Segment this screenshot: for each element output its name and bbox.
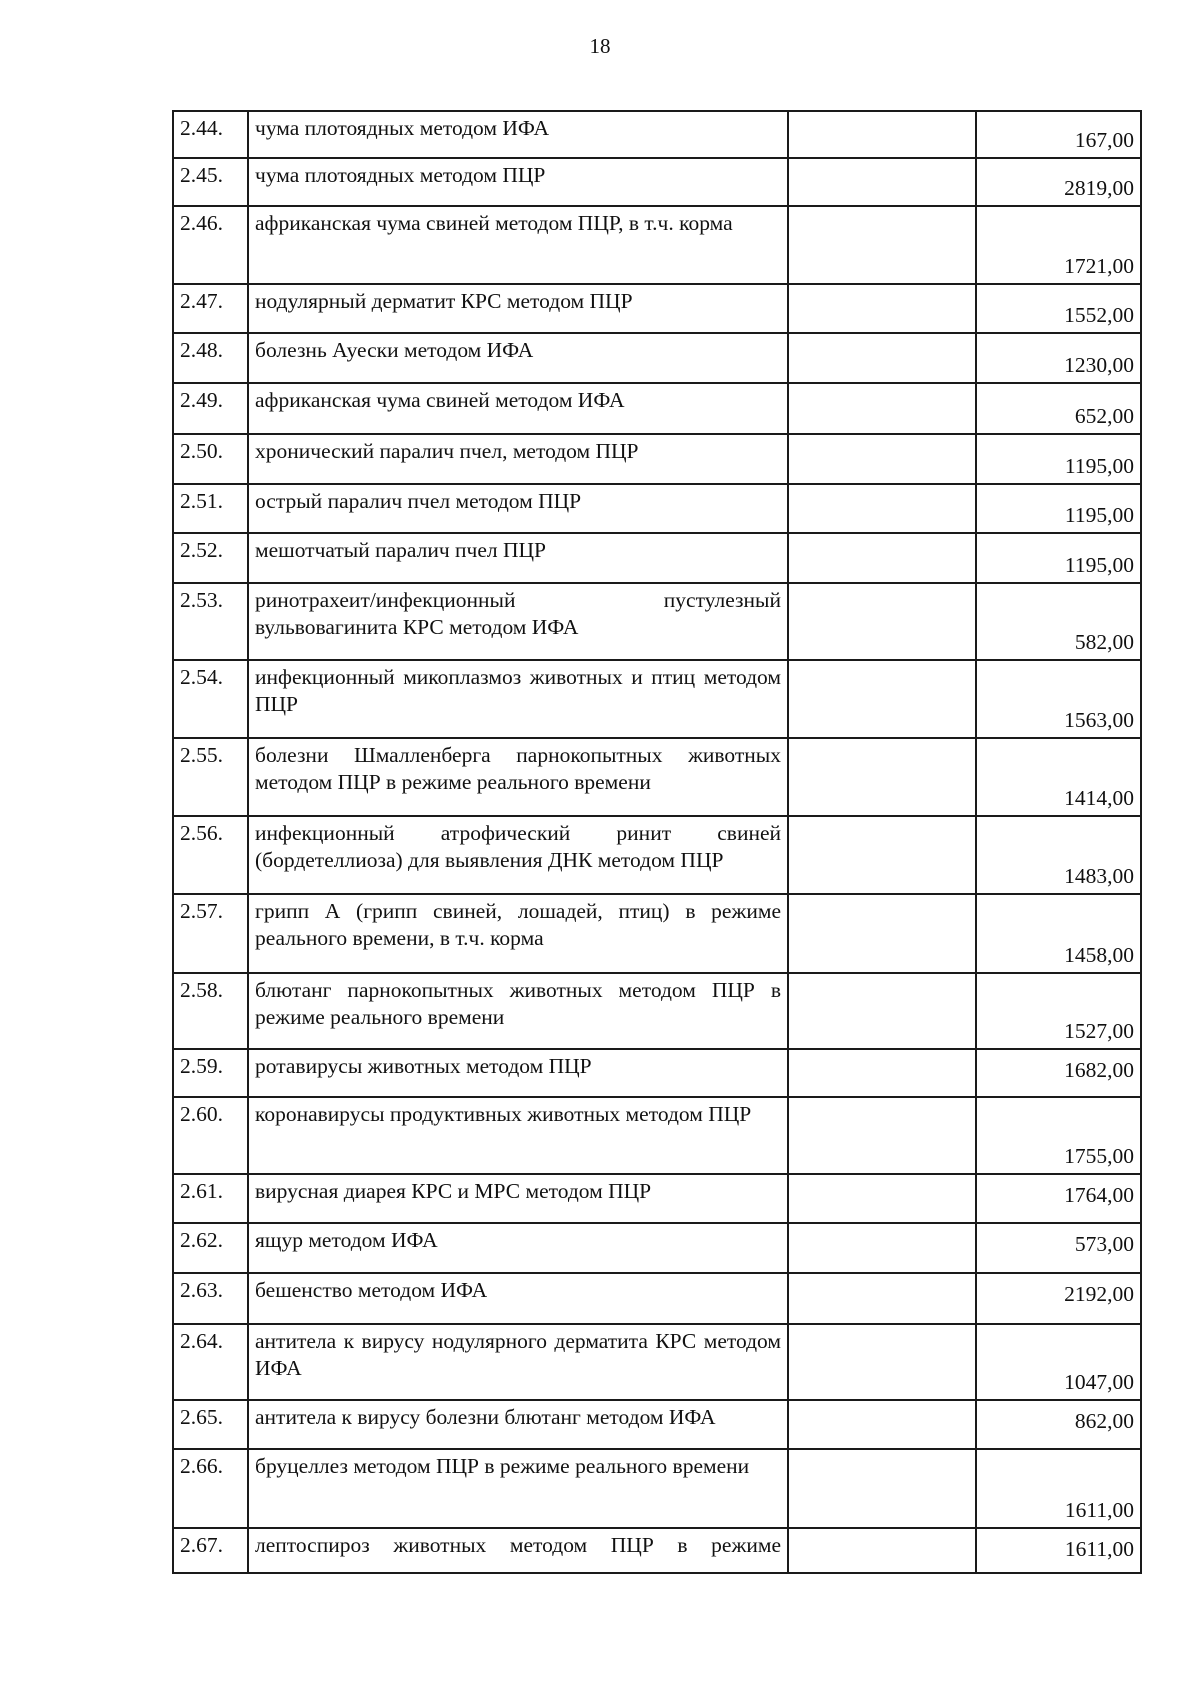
row-price: 1611,00 [976,1449,1141,1528]
empty-cell [788,333,976,383]
row-description: нодулярный дерматит КРС методом ПЦР [248,284,788,333]
row-price: 862,00 [976,1400,1141,1449]
row-price: 1483,00 [976,816,1141,894]
row-number: 2.52. [173,533,248,583]
row-description: грипп А (грипп свиней, лошадей, птиц) в режиме реального времени, в т.ч. корма [248,894,788,973]
table-row [173,1400,1141,1449]
table-row [173,1449,1141,1528]
table-row [173,1223,1141,1273]
table-row [173,973,1141,1049]
row-price: 2192,00 [976,1273,1141,1324]
row-price: 1755,00 [976,1097,1141,1174]
row-description: ящур методом ИФА [248,1223,788,1273]
row-description: хронический паралич пчел, методом ПЦР [248,434,788,484]
table-row [173,1049,1141,1097]
row-number: 2.49. [173,383,248,434]
empty-cell [788,206,976,284]
table-row [173,738,1141,816]
empty-cell [788,894,976,973]
row-number: 2.46. [173,206,248,284]
row-description: коронавирусы продуктивных животных методом ПЦР [248,1097,788,1174]
row-number: 2.63. [173,1273,248,1324]
empty-cell [788,660,976,738]
empty-cell [788,158,976,206]
empty-cell [788,1174,976,1223]
row-price: 1721,00 [976,206,1141,284]
empty-cell [788,816,976,894]
row-price: 1230,00 [976,333,1141,383]
empty-cell [788,1528,976,1573]
row-price: 1458,00 [976,894,1141,973]
row-number: 2.55. [173,738,248,816]
row-price: 652,00 [976,383,1141,434]
empty-cell [788,284,976,333]
row-description: бешенство методом ИФА [248,1273,788,1324]
row-price: 1611,00 [976,1528,1141,1573]
row-description: бруцеллез методом ПЦР в режиме реального времени [248,1449,788,1528]
row-description: инфекционный микоплазмоз животных и птиц методом ПЦР [248,660,788,738]
row-description: блютанг парнокопытных животных методом ПЦР в режиме реального времени [248,973,788,1049]
table-row [173,816,1141,894]
row-number: 2.56. [173,816,248,894]
table-row [173,434,1141,484]
table-row [173,1273,1141,1324]
table-row [173,383,1141,434]
row-number: 2.57. [173,894,248,973]
row-number: 2.60. [173,1097,248,1174]
price-table [172,110,1142,1574]
empty-cell [788,1324,976,1400]
row-number: 2.50. [173,434,248,484]
row-price: 1563,00 [976,660,1141,738]
row-number: 2.51. [173,484,248,533]
row-price: 1195,00 [976,484,1141,533]
row-description: инфекционный атрофический ринит свиней (бордетеллиоза) для выявления ДНК методом ПЦР [248,816,788,894]
table-row [173,333,1141,383]
empty-cell [788,1400,976,1449]
row-description: мешотчатый паралич пчел ПЦР [248,533,788,583]
row-number: 2.62. [173,1223,248,1273]
table-row [173,1528,1141,1573]
row-description: вирусная диарея КРС и МРС методом ПЦР [248,1174,788,1223]
row-description: африканская чума свиней методом ПЦР, в т.ч. корма [248,206,788,284]
table-row [173,1174,1141,1223]
row-price: 1195,00 [976,434,1141,484]
empty-cell [788,1097,976,1174]
page-number: 18 [589,34,611,58]
empty-cell [788,1449,976,1528]
row-description: лептоспироз животных методом ПЦР в режиме [248,1528,788,1573]
empty-cell [788,111,976,158]
row-price: 1682,00 [976,1049,1141,1097]
row-price: 573,00 [976,1223,1141,1273]
row-price: 1047,00 [976,1324,1141,1400]
row-description: чума плотоядных методом ИФА [248,111,788,158]
table-row [173,158,1141,206]
row-number: 2.53. [173,583,248,660]
row-description: острый паралич пчел методом ПЦР [248,484,788,533]
row-description: чума плотоядных методом ПЦР [248,158,788,206]
row-number: 2.48. [173,333,248,383]
empty-cell [788,1273,976,1324]
empty-cell [788,484,976,533]
row-number: 2.65. [173,1400,248,1449]
row-number: 2.45. [173,158,248,206]
row-description: африканская чума свиней методом ИФА [248,383,788,434]
row-number: 2.61. [173,1174,248,1223]
row-number: 2.64. [173,1324,248,1400]
row-description: ринотрахеит/инфекционный пустулезный вульвовагинита КРС методом ИФА [248,583,788,660]
row-price: 582,00 [976,583,1141,660]
row-price: 1527,00 [976,973,1141,1049]
empty-cell [788,1223,976,1273]
empty-cell [788,1049,976,1097]
empty-cell [788,973,976,1049]
row-number: 2.59. [173,1049,248,1097]
table-row [173,206,1141,284]
table-row [173,533,1141,583]
row-price: 1764,00 [976,1174,1141,1223]
row-number: 2.54. [173,660,248,738]
table-row [173,583,1141,660]
empty-cell [788,383,976,434]
row-price: 167,00 [976,111,1141,158]
row-price: 1414,00 [976,738,1141,816]
row-number: 2.66. [173,1449,248,1528]
row-description: болезни Шмалленберга парнокопытных животных методом ПЦР в режиме реального времени [248,738,788,816]
empty-cell [788,583,976,660]
table-row [173,111,1141,158]
row-number: 2.47. [173,284,248,333]
row-number: 2.58. [173,973,248,1049]
row-description: болезнь Ауески методом ИФА [248,333,788,383]
table-row [173,1097,1141,1174]
table-row [173,284,1141,333]
row-price: 1552,00 [976,284,1141,333]
table-row [173,660,1141,738]
row-description: антитела к вирусу болезни блютанг методом ИФА [248,1400,788,1449]
row-price: 2819,00 [976,158,1141,206]
empty-cell [788,434,976,484]
row-number: 2.67. [173,1528,248,1573]
table-row [173,1324,1141,1400]
empty-cell [788,738,976,816]
table-row [173,894,1141,973]
table-row [173,484,1141,533]
row-number: 2.44. [173,111,248,158]
empty-cell [788,533,976,583]
row-description: антитела к вирусу нодулярного дерматита КРС методом ИФА [248,1324,788,1400]
row-price: 1195,00 [976,533,1141,583]
row-description: ротавирусы животных методом ПЦР [248,1049,788,1097]
